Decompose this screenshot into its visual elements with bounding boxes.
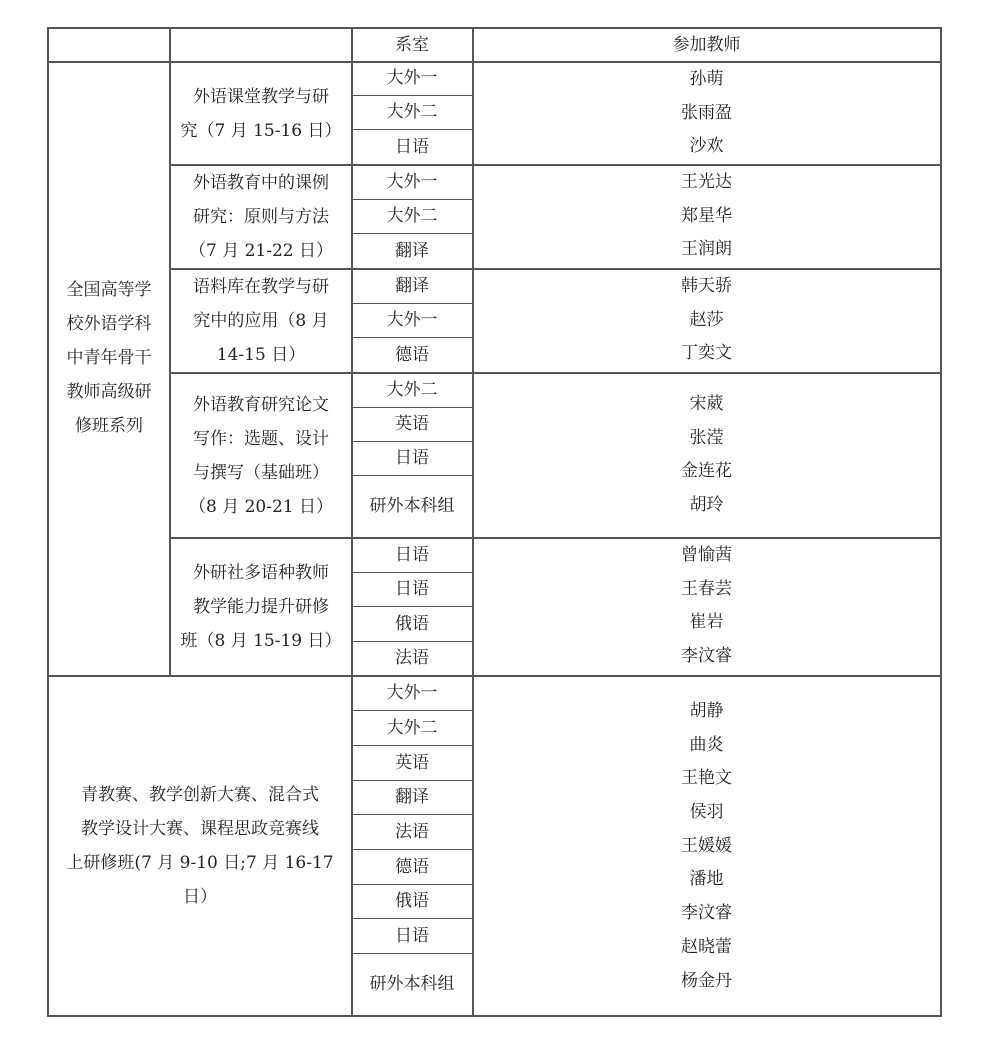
course-title — [171, 539, 351, 675]
course-title — [171, 166, 351, 268]
rule — [940, 27, 942, 1017]
course-title-line: 外语课堂教学与研 — [193, 86, 329, 107]
teacher-name: 侯羽 — [689, 802, 724, 823]
dept-cell: 日语 — [395, 925, 429, 946]
course-title-line: 研究：原则与方法 — [193, 207, 329, 227]
dept-cell: 大外一 — [386, 172, 438, 192]
course-title-line: 语料库在教学与研 — [193, 277, 329, 297]
teacher-list — [473, 695, 940, 998]
dept-cell: 大外一 — [386, 310, 438, 330]
teacher-training-table — [47, 27, 942, 1017]
dept-cell: 德语 — [395, 344, 429, 365]
teacher-list — [473, 388, 940, 523]
course-title-line: 外语教育中的课例 — [193, 173, 329, 193]
header-dept: 系室 — [395, 35, 429, 55]
dept-cell: 翻译 — [395, 787, 429, 807]
course-title-line: 班（8 月 15-19 日） — [180, 631, 342, 651]
teacher-name: 潘地 — [689, 869, 724, 890]
group2-title — [51, 677, 349, 1015]
rule — [47, 1015, 942, 1017]
teacher-name: 王光达 — [681, 172, 732, 192]
group1-title-line: 校外语学科 — [66, 314, 152, 334]
group2-title-line: 日） — [183, 887, 217, 907]
teacher-name: 丁奕文 — [681, 343, 732, 364]
teacher-name: 金连花 — [681, 461, 732, 482]
dept-cell: 英语 — [395, 752, 429, 773]
course-title — [171, 374, 351, 537]
teacher-name: 宋葳 — [689, 394, 724, 414]
teacher-name: 李汶睿 — [681, 903, 732, 924]
teacher-list — [473, 270, 940, 371]
group2-title-line: 上研修班(7 月 9-10 日;7 月 16-17 — [66, 853, 334, 873]
group1-title-line: 中青年骨干 — [66, 348, 152, 368]
teacher-name: 赵晓蕾 — [681, 936, 732, 957]
dept-cell: 英语 — [395, 414, 429, 434]
dept-cell: 大外二 — [386, 380, 438, 400]
course-title-line: （8 月 20-21 日） — [188, 496, 334, 517]
teacher-name: 王春芸 — [681, 578, 732, 599]
dept-cell: 法语 — [395, 648, 429, 668]
dept-cell: 大外二 — [386, 206, 438, 226]
group1-title — [49, 263, 169, 453]
teacher-name: 沙欢 — [689, 136, 724, 157]
dept-cell: 法语 — [395, 821, 429, 842]
course-title-line: 究中的应用（8 月 — [193, 311, 329, 331]
teacher-name: 赵莎 — [689, 309, 724, 330]
teacher-name: 胡静 — [689, 701, 724, 721]
course-title-line: 外语教育研究论文 — [193, 394, 329, 415]
course-title-line: 写作：选题、设计 — [193, 428, 329, 449]
course-title-line: 与撰写（基础班） — [193, 462, 329, 483]
dept-cell: 日语 — [395, 136, 429, 157]
group1-title-line: 修班系列 — [75, 416, 143, 436]
dept-cell: 俄语 — [395, 891, 429, 911]
teacher-list — [473, 63, 940, 164]
teacher-name: 胡玲 — [689, 495, 724, 516]
teacher-name: 曲炎 — [689, 734, 724, 755]
course-title — [171, 270, 351, 372]
group1-title-line: 教师高级研 — [66, 382, 152, 402]
dept-cell: 研外本科组 — [369, 974, 455, 994]
course-title-line: （7 月 21-22 日） — [188, 241, 334, 261]
teacher-name: 张滢 — [689, 427, 724, 448]
dept-cell: 大外一 — [386, 68, 438, 88]
course-title-line: 14-15 日） — [216, 345, 306, 365]
teacher-list — [473, 166, 940, 267]
dept-cell: 翻译 — [395, 240, 429, 261]
teacher-name: 孙萌 — [689, 69, 724, 89]
teacher-name: 王润朗 — [681, 239, 732, 260]
teacher-name: 韩天骄 — [681, 276, 732, 296]
teacher-name: 王艳文 — [681, 768, 732, 789]
teacher-name: 张雨盈 — [681, 102, 732, 123]
header-teachers: 参加教师 — [672, 35, 741, 55]
teacher-name: 李汶睿 — [681, 646, 732, 667]
dept-cell: 日语 — [395, 545, 429, 565]
rule — [47, 27, 49, 1017]
dept-cell: 日语 — [395, 448, 429, 468]
course-title-line: 教学能力提升研修 — [193, 597, 329, 617]
dept-cell: 研外本科组 — [369, 496, 455, 516]
dept-cell: 大外一 — [386, 683, 438, 703]
dept-cell: 大外二 — [386, 717, 438, 738]
course-title — [171, 63, 351, 164]
teacher-name: 王媛媛 — [681, 835, 732, 856]
teacher-name: 杨金丹 — [681, 970, 732, 991]
group1-title-line: 全国高等学 — [66, 280, 152, 300]
dept-cell: 日语 — [395, 579, 429, 599]
course-title-line: 外研社多语种教师 — [193, 563, 329, 583]
teacher-list — [473, 539, 940, 674]
group2-title-line: 青教赛、教学创新大赛、混合式 — [81, 785, 319, 805]
dept-cell: 大外二 — [386, 102, 438, 122]
dept-cell: 俄语 — [395, 613, 429, 634]
teacher-name: 曾愉茜 — [681, 545, 732, 565]
dept-cell: 德语 — [395, 856, 429, 877]
teacher-name: 郑星华 — [681, 205, 732, 226]
dept-cell: 翻译 — [395, 276, 429, 296]
teacher-name: 崔岩 — [689, 612, 724, 633]
group2-title-line: 教学设计大赛、课程思政竞赛线 — [81, 819, 319, 839]
course-title-line: 究（7 月 15-16 日） — [180, 120, 342, 141]
